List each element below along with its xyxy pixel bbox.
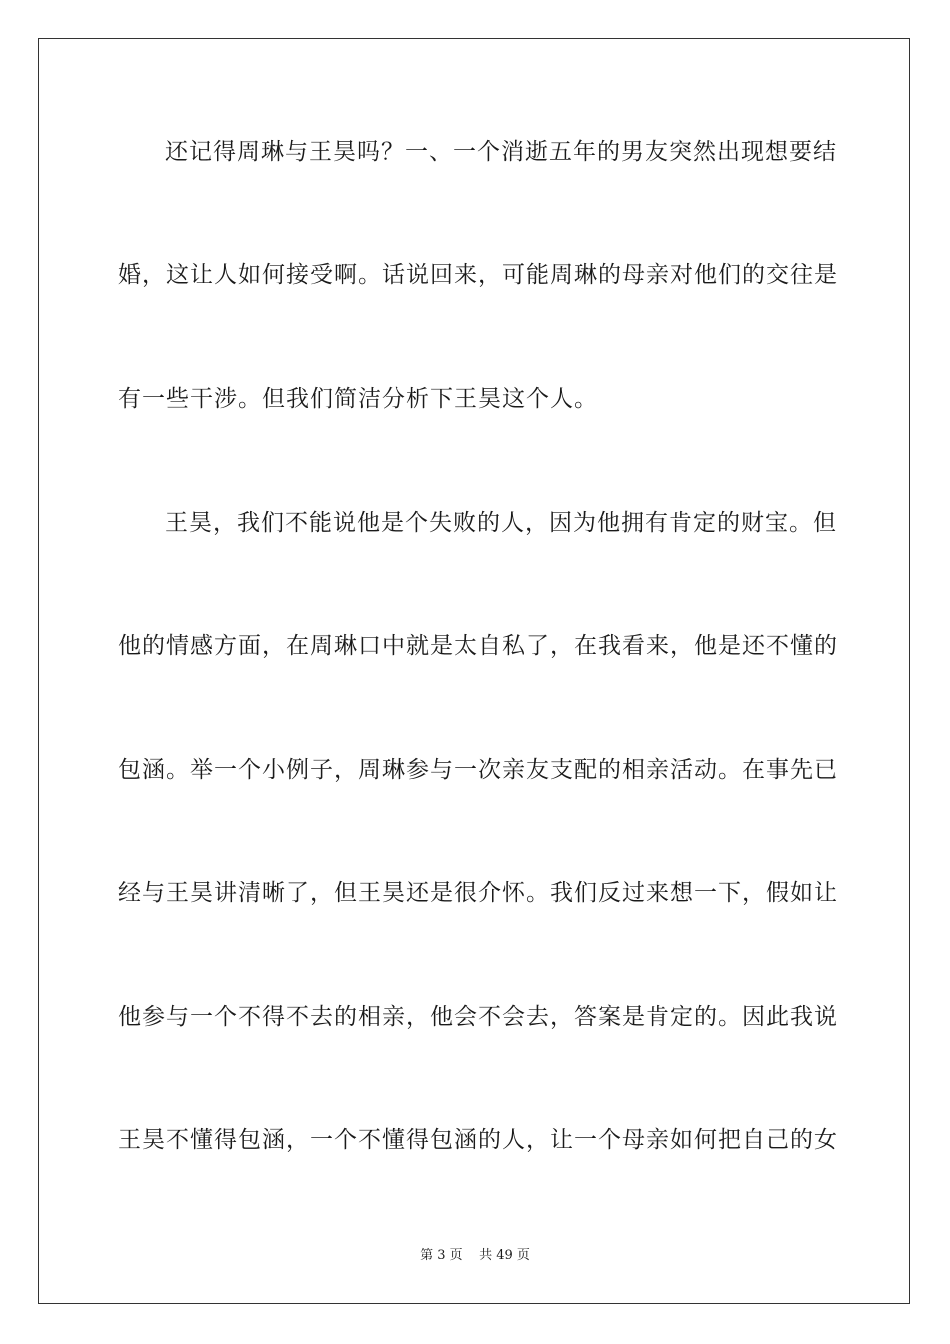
- paragraph-2-line-4: 经与王昊讲清晰了，但王昊还是很介怀。我们反过来想一下，假如让: [118, 880, 838, 906]
- paragraph-1-line-1: 还记得周琳与王昊吗？一、一个消逝五年的男友突然出现想要结: [165, 139, 837, 165]
- paragraph-2-line-6: 王昊不懂得包涵，一个不懂得包涵的人，让一个母亲如何把自己的女: [118, 1127, 838, 1153]
- paragraph-1-line-3: 有一些干涉。但我们简洁分析下王昊这个人。: [118, 386, 598, 412]
- paragraph-2-line-5: 他参与一个不得不去的相亲，他会不会去，答案是肯定的。因此我说: [118, 1004, 838, 1030]
- paragraph-2-line-2: 他的情感方面，在周琳口中就是太自私了，在我看来，他是还不懂的: [118, 633, 838, 659]
- page-number-footer: 第 3 页 共 49 页: [420, 1248, 530, 1263]
- page-border: [38, 38, 910, 1304]
- paragraph-2-line-3: 包涵。举一个小例子，周琳参与一次亲友支配的相亲活动。在事先已: [118, 757, 838, 783]
- paragraph-1-line-2: 婚，这让人如何接受啊。话说回来，可能周琳的母亲对他们的交往是: [118, 262, 838, 288]
- paragraph-2-line-1: 王昊，我们不能说他是个失败的人，因为他拥有肯定的财宝。但: [165, 510, 837, 536]
